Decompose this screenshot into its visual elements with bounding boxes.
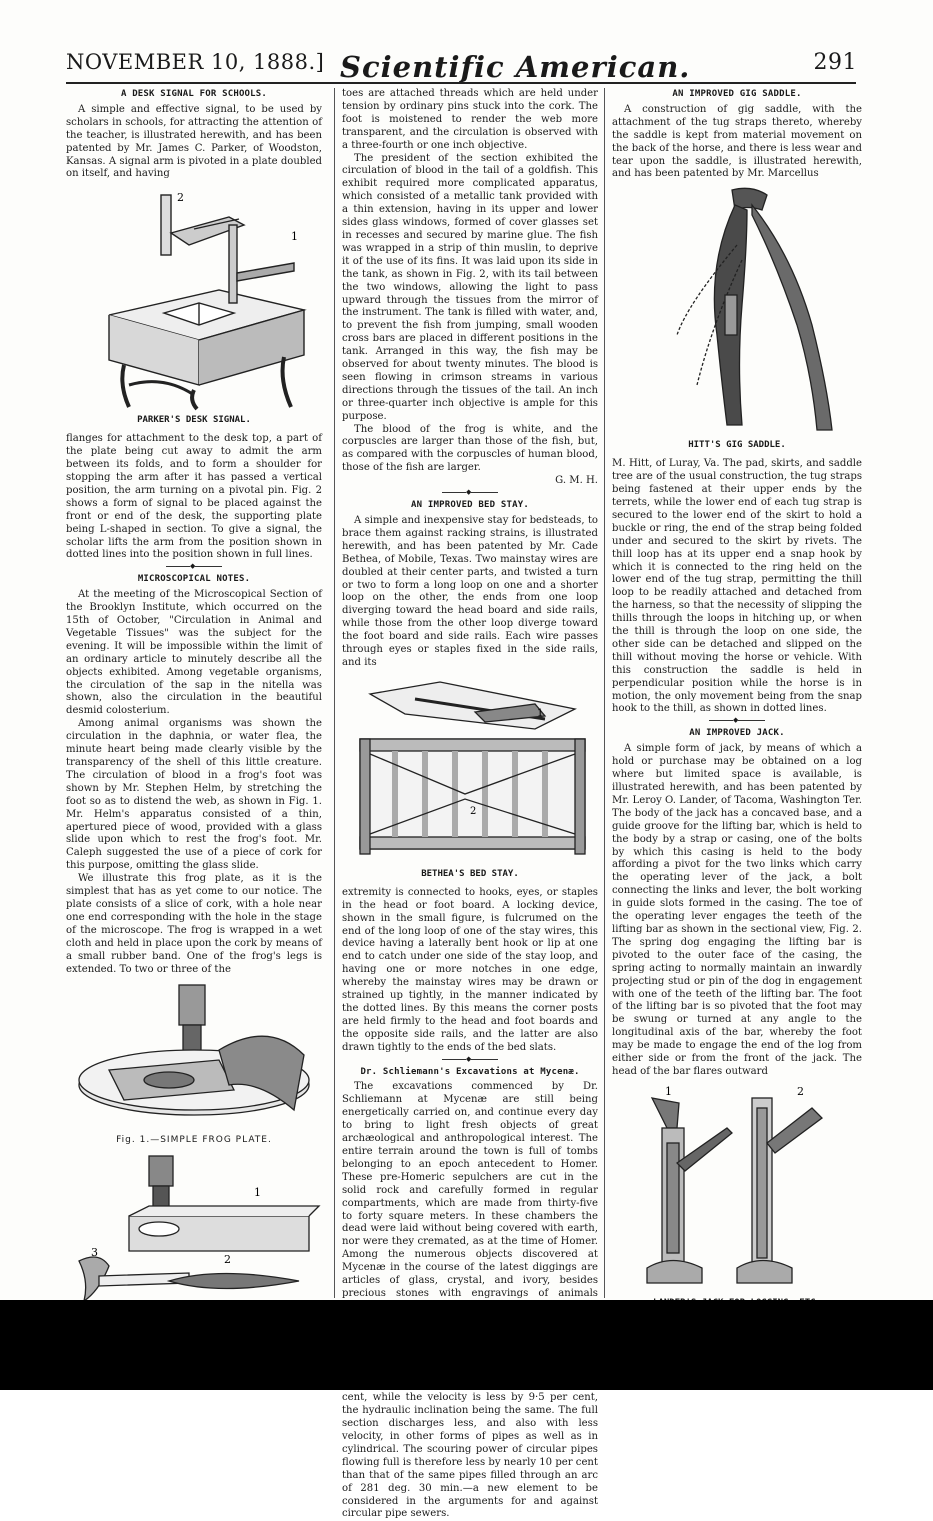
microscopical-paragraph: We illustrate this frog plate, as it is the simplest that has as yet come to our notice. The plate consists of a slice of cork, with a hole near one end corresponding with the hole in the stage of the microscope. The frog is wrapped in a wet cloth and held in place upon the cork by means of a small rubber band. One of the frog's legs is extended. To two or three of the [66,873,322,975]
bed-stay-illustration [345,674,595,864]
kent-trough-illustration [69,1151,319,1311]
column-rule [604,88,605,1298]
microscopical-paragraph: Among animal organisms was shown the circulation in the daphnia, or water flea, the minute heart being made clearly visible by the transparency of the shell of this little creature. The circulation of blood in a frog's foot was shown by Mr. Stephen Helm, by stretching the foot so as to distend the web, as shown in Fig. 1. Mr. Helm's apparatus consisted of a thin, apertured piece of wood, provided with a glass slide upon which to rest the frog's foot. Mr. Caleph suggested the use of a piece of cork for this purpose, omitting the glass slide. [66,718,322,872]
jack-paragraph: A simple form of jack, by means of which a hold or purchase may be obtained on a log where but limited space is available, is illustrated herewith, and has been patented by Mr. Leroy O. Lander, of Tacoma, Washington Ter. The body of the jack has a concaved base, and a guide groove for the lifting bar, which is held to the body by a strap or casing, one of the bolts by which this casing is held to the body affording a pivot for the two links which carry the operating lever of the jack, a bolt connecting the links and lever, the bolt working in guide slots formed in the casing. The toe of the operating lever engages the teeth of the lifting bar as shown in the sectional view, Fig. 2. The spring dog engaging the lifting bar is pivoted to the outer face of the casing, the spring acting to normally maintain an inwardly projecting stud or pin of the dog in engagement with one of the teeth of the lifting bar. The foot of the lifting bar is so pivoted that the foot may be swung or turned at any angle to the longitudinal axis of the bar, whereby the foot may be made to engage the end of the log from either side or from the front of the jack. The head of the bar flares outward [612,743,862,1077]
bed-stay-heading: AN IMPROVED BED STAY. [411,500,529,511]
microscopical-paragraph: toes are attached threads which are held under tension by ordinary pins stuck into the cork. The foot is moistened to render the web more transparent, and the circulation is observed with a three-fourth or one inch objective. [342,88,598,151]
column-2 [342,88,598,1520]
pipes-paragraph: cent, while the velocity is less by 9·5 per cent, the hydraulic inclination being the same. The full section discharges less, and also with less velocity, in other forms of pipes as well as in cylindrical. The scouring power of circular pipes flowing full is therefore less by nearly 10 per cent than that of the same pipes filled through an arc of 281 deg. 30 min.—a new element to be considered in the arguments for and against circular pipe sewers. [342,1392,598,1520]
lander-jack-illustration [617,1083,857,1293]
page-number: 291 [813,50,857,75]
schliemann-paragraph: The excavations commenced by Dr. Schliemann at Mycenæ are still being energetically carried on, and continue every day to bring to light fresh objects of great archæological and anthropological interest. The entire terrain around the town is full of tombs belonging to an epoch antecedent to Homer. These pre-Homeric sepulchers are cut in the solid rock and carefully formed in regular compartments, which are made from thirty-five to forty square meters. In these chambers the dead were laid without being covered with earth, nor were they cremated, as at the time of Homer. Among the numerous objects discovered at Mycenæ in the course of the latest diggings are articles of glass, crystal, and ivory, besides precious stones with engravings of animals [342,1081,598,1299]
fig-number: 1 [665,1084,672,1098]
fig-number: 2 [177,191,184,205]
fig-number: 2 [224,1253,231,1267]
section-separator [166,566,222,567]
jack-heading: AN IMPROVED JACK. [689,728,785,739]
gig-saddle-paragraph: A construction of gig saddle, with the attachment of the tug straps thereto, whereby the saddle is kept from material movement on the back of the horse, and there is less wear and tear upon the saddle, is illustrated herewith, and has been patented by Mr. Marcellus [612,103,862,180]
microscopical-paragraph: The blood of the frog is white, and the corpuscles are larger than those of the fish, but, as compared with the corpuscles of human blood, those of the fish are larger. [342,423,598,474]
schliemann-heading: Dr. Schliemann's Excavations at Mycenæ. [360,1066,580,1077]
section-separator [442,1059,498,1060]
masthead-title: Scientific American. [340,50,691,84]
issue-date: NOVEMBER 10, 1888.] [66,50,325,74]
header-rule [66,82,856,84]
section-separator [709,720,765,721]
desk-signal-illustration [69,185,319,410]
column-3 [612,88,862,1298]
gig-saddle-illustration [617,185,857,435]
fig-number: 2 [797,1084,804,1098]
gig-saddle-caption: HITT'S GIG SADDLE. [688,440,786,451]
gig-saddle-heading: AN IMPROVED GIG SADDLE. [672,89,802,99]
author-signature: G. M. H. [555,475,598,487]
desk-signal-paragraph: flanges for attachment to the desk top, a part of the plate being cut away to admit the arm between its folds, and to form a shoulder for stopping the arm after it has passed a vertical position, the arm turning on a pivotal pin. Fig. 2 shows a form of signal to be placed against the front or end of the desk, the supporting plate being L-shaped in section. To give a signal, the scholar lifts the arm from the position shown in dotted lines into the position shown in full lines. [66,433,322,561]
bed-stay-paragraph: A simple and inexpensive stay for bedsteads, to brace them against racking strains, is illustrated herewith, and has been patented by Mr. Cade Bethea, of Mobile, Texas. Two mainstay wires are doubled at their center parts, and twisted a turn or two to form a long loop on one and a shorter loop on the other, the ends from one loop diverging toward the head board and side rails, while those from the other loop diverge toward the foot board and side rails. Each wire passes through eyes or staples fixed in the side rails, and its [342,515,598,668]
microscopical-heading: MICROSCOPICAL NOTES. [137,574,251,585]
bottom-black-bar [0,1300,933,1390]
desk-signal-caption: PARKER'S DESK SIGNAL. [137,415,251,426]
frog-plate-caption: Fig. 1.—SIMPLE FROG PLATE. [116,1135,272,1146]
column-1 [66,88,322,1298]
gig-saddle-paragraph: M. Hitt, of Luray, Va. The pad, skirts, and saddle tree are of the usual construction, the tug straps being fastened at their upper ends by the terrets, while the lower end of each tug strap is secured to the lower end of the skirt to hold a buckle or ring, the end of the strap being folded under and secured to the skirt by rivets. The thill loop has at its upper end a snap hook by which it is connected to the ring held on the lower end of the tug strap, permitting the thill loop to be readily attached and detached from the harness, so that the necessity of slipping the thills through the loops in hitching up, or when the thill is through the loop on one side, the other side can be detached and slipped on the thill without moving the horse or vehicle. With this construction the saddle is held in perpendicular position while the horse is in motion, the only movement being from the snap hook to the thill, as shown in dotted lines. [612,458,862,715]
bed-stay-caption: BETHEA'S BED STAY. [421,868,519,879]
column-rule [334,88,335,1298]
fig-number: 1 [254,1186,261,1200]
frog-plate-illustration [69,980,319,1130]
fig-number: 1 [291,230,298,244]
fig-number: 2 [470,805,477,817]
desk-signal-heading: A DESK SIGNAL FOR SCHOOLS. [120,89,268,99]
section-separator [442,492,498,493]
fig-number: 3 [91,1246,98,1260]
fig-number: 1 [537,707,544,719]
microscopical-paragraph: The president of the section exhibited the circulation of blood in the tail of a goldfish. This exhibit required more complicated apparatus, which consisted of a metallic tank provided with a thin extension, having in its upper and lower sides glass windows, formed of cover glasses set in recesses and secured by marine glue. The fish was wrapped in a strip of thin muslin, to deprive it of the use of its fins. It was laid upon its side in the tank, as shown in Fig. 2, with its tail between the two windows, allowing the light to pass upward through the tissues from the mirror of the instrument. The tank is filled with water, and, to prevent the fish from jumping, small wooden cross bars are placed in different positions in the tank. Arranged in this way, the fish may be observed for about twenty minutes. The blood is seen flowing in crimson streams in various directions through the tissues of the tail. An inch or three-quarter inch objective is ample for this purpose. [342,152,598,422]
microscopical-paragraph: At the meeting of the Microscopical Section of the Brooklyn Institute, which occurred on the 15th of October, "Circulation in Animal and Vegetable Tissues" was the subject for the evening. It will be impossible within the limit of an ordinary article to minutely describe all the objects exhibited. Among vegetable organisms, the circulation of the sap in the nitella was shown, also the circulation in the beautiful desmid colosterium. [66,589,322,717]
bed-stay-paragraph: extremity is connected to hooks, eyes, or staples in the head or foot board. A locking device, shown in the small figure, is fulcrumed on the end of the long loop of one of the stay wires, this device having a laterally bent hook or lip at one end to catch under one side of the stay loop, and having one or more notches in one edge, whereby the mainstay wires may be drawn or strained up tightly, in the manner indicated by the dotted lines. By this means the corner posts are held firmly to the head and foot boards and the opposite side rails, and the latter are also drawn tightly to the ends of the bed slats. [342,886,598,1053]
desk-signal-paragraph: A simple and effective signal, to be used by scholars in schools, for attracting the attention of the teacher, is illustrated herewith, and has been patented by Mr. James C. Parker, of Woodston, Kansas. A signal arm is pivoted in a plate doubled on itself, and having [66,103,322,180]
